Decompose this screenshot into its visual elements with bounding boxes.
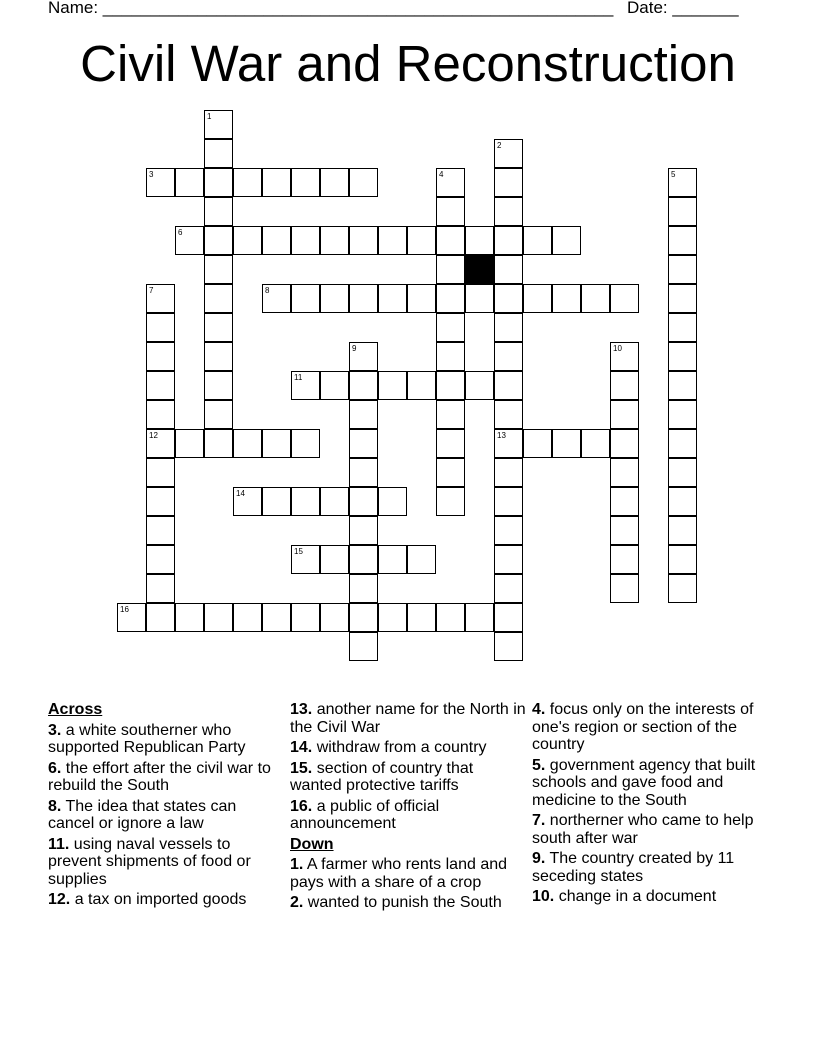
clue-column-3 [532,701,772,909]
grid-cell[interactable] [494,487,523,516]
clue-item [290,760,526,795]
grid-cell[interactable] [117,603,146,632]
clue-item [290,798,526,833]
grid-cell[interactable] [262,487,291,516]
clue-text: section of country that wanted protective tariffs [290,759,474,794]
grid-cell[interactable] [610,284,639,313]
grid-cell[interactable] [349,371,378,400]
grid-cell[interactable] [378,284,407,313]
grid-cell[interactable] [436,400,465,429]
grid-cell[interactable] [494,139,523,168]
grid-cell[interactable] [378,487,407,516]
grid-cell[interactable] [320,545,349,574]
grid-cell[interactable] [668,458,697,487]
grid-cell[interactable] [146,429,175,458]
grid-cell[interactable] [262,226,291,255]
grid-cell[interactable] [494,313,523,342]
grid-cell[interactable] [494,168,523,197]
grid-cell[interactable] [407,284,436,313]
grid-cell[interactable] [320,603,349,632]
clue-number-label: 2. [290,894,304,911]
clue-text: withdraw from a country [312,739,487,756]
grid-cell[interactable] [146,516,175,545]
grid-cell[interactable] [146,371,175,400]
grid-cell[interactable] [610,371,639,400]
grid-cell[interactable] [146,487,175,516]
grid-cell[interactable] [610,342,639,371]
clue-number-label: 15. [290,759,313,777]
grid-cell[interactable] [204,342,233,371]
clue-number: 9 [352,344,357,353]
clue-number-label: 12. [48,891,71,908]
grid-cell[interactable] [204,168,233,197]
grid-cell[interactable] [146,574,175,603]
grid-cell[interactable] [407,545,436,574]
grid-cell[interactable] [494,255,523,284]
clue-item [48,891,284,909]
clue-text: The idea that states can cancel or ignore a law [48,797,237,832]
grid-cell[interactable] [407,371,436,400]
down-heading: Down [290,835,334,853]
grid-cell[interactable] [204,313,233,342]
grid-cell[interactable] [204,110,233,139]
clue-number: 8 [265,286,270,295]
grid-cell[interactable] [378,545,407,574]
grid-cell[interactable] [146,545,175,574]
grid-cell[interactable] [668,371,697,400]
grid-cell[interactable] [320,487,349,516]
clue-number-label: 14. [290,739,313,756]
grid-cell[interactable] [291,226,320,255]
grid-cell[interactable] [610,574,639,603]
clue-column-1 [48,701,284,912]
grid-cell[interactable] [146,603,175,632]
grid-cell[interactable] [175,603,204,632]
clue-text: government agency that built schools and gave food and medicine to the South [532,756,756,809]
grid-cell[interactable] [668,400,697,429]
grid-cell[interactable] [407,603,436,632]
grid-cell[interactable] [349,284,378,313]
grid-cell[interactable] [233,168,262,197]
grid-cell[interactable] [204,371,233,400]
grid-cell[interactable] [436,168,465,197]
clue-number-label: 6. [48,759,62,777]
grid-cell[interactable] [494,429,523,458]
grid-cell[interactable] [436,313,465,342]
clue-number-label: 5. [532,756,546,774]
grid-cell[interactable] [320,168,349,197]
clue-item [290,856,526,891]
clue-text: using naval vessels to prevent shipments of food or supplies [48,835,251,888]
grid-cell[interactable] [146,458,175,487]
clue-number: 6 [178,228,183,237]
clue-text: northerner who came to help south after war [532,812,754,847]
across-heading: Across [48,701,103,718]
grid-cell[interactable] [146,342,175,371]
clue-number-label: 9. [532,850,546,867]
grid-cell[interactable] [668,487,697,516]
grid-cell[interactable] [262,168,291,197]
grid-cell[interactable] [436,458,465,487]
clue-text: a tax on imported goods [70,891,247,908]
grid-cell[interactable] [668,429,697,458]
grid-cell[interactable] [523,284,552,313]
grid-cell[interactable] [494,574,523,603]
clue-number-label: 7. [532,812,546,829]
clue-number: 5 [671,170,676,179]
page-title: Civil War and Reconstruction [80,35,736,92]
grid-cell[interactable] [610,545,639,574]
grid-cell[interactable] [494,545,523,574]
grid-cell[interactable] [349,168,378,197]
clue-number-label: 11. [48,835,70,853]
grid-cell[interactable] [262,603,291,632]
grid-cell[interactable] [552,226,581,255]
grid-cell[interactable] [668,545,697,574]
grid-cell[interactable] [407,226,436,255]
grid-cell[interactable] [233,487,262,516]
clue-number: 1 [207,112,212,121]
clue-item [532,812,772,847]
grid-cell[interactable] [494,603,523,632]
clue-item [532,757,772,810]
clue-column-2 [290,701,526,915]
grid-cell[interactable] [494,342,523,371]
clue-number: 14 [236,489,245,498]
grid-cell[interactable] [146,284,175,313]
grid-cell[interactable] [349,632,378,661]
clue-item [48,836,284,889]
grid-cell[interactable] [291,429,320,458]
grid-cell[interactable] [668,168,697,197]
clue-number: 3 [149,170,154,179]
grid-cell[interactable] [262,284,291,313]
clue-item [290,701,526,736]
grid-cell[interactable] [523,429,552,458]
grid-cell[interactable] [610,400,639,429]
grid-cell[interactable] [262,429,291,458]
grid-cell[interactable] [436,255,465,284]
grid-cell[interactable] [175,168,204,197]
grid-cell[interactable] [204,400,233,429]
name-field[interactable]: Name: ______________________________________________________ [48,0,614,17]
grid-cell[interactable] [610,516,639,545]
grid-cell[interactable] [610,429,639,458]
grid-cell[interactable] [320,371,349,400]
grid-cell[interactable] [610,487,639,516]
clue-number: 16 [120,605,129,614]
grid-cell[interactable] [436,197,465,226]
grid-cell[interactable] [146,400,175,429]
grid-cell[interactable] [668,313,697,342]
grid-cell[interactable] [291,603,320,632]
date-field[interactable]: Date: _______ [627,0,739,17]
grid-cell[interactable] [233,603,262,632]
clue-number: 4 [439,170,444,179]
clue-item [290,739,526,757]
grid-cell[interactable] [204,197,233,226]
grid-cell[interactable] [233,226,262,255]
grid-cell[interactable] [494,284,523,313]
clue-text: the effort after the civil war to rebuild the South [48,759,271,794]
grid-cell[interactable] [494,400,523,429]
clue-number: 11 [294,373,303,382]
grid-cell[interactable] [494,458,523,487]
grid-cell[interactable] [146,313,175,342]
grid-cell[interactable] [668,226,697,255]
clue-number: 15 [294,547,303,556]
grid-cell[interactable] [436,342,465,371]
grid-cell[interactable] [349,545,378,574]
grid-cell[interactable] [349,574,378,603]
clue-item [290,894,526,912]
grid-cell[interactable] [320,226,349,255]
clue-number-label: 10. [532,888,555,905]
grid-cell[interactable] [204,226,233,255]
grid-cell[interactable] [204,284,233,313]
grid-cell[interactable] [610,458,639,487]
clue-text: a white southerner who supported Republican Party [48,721,246,756]
clue-number-label: 8. [48,797,62,815]
grid-cell[interactable] [436,371,465,400]
grid-cell[interactable] [175,429,204,458]
clue-number: 2 [497,141,502,150]
grid-cell[interactable] [291,371,320,400]
grid-cell[interactable] [349,516,378,545]
grid-cell[interactable] [668,197,697,226]
grid-cell[interactable] [233,429,262,458]
grid-cell[interactable] [291,487,320,516]
clue-text: The country created by 11 seceding states [532,850,735,885]
clue-number: 13 [497,431,506,440]
black-cell [465,255,494,284]
clue-text: a public of official announcement [290,797,440,832]
grid-cell[interactable] [494,226,523,255]
grid-cell[interactable] [146,168,175,197]
grid-cell[interactable] [436,487,465,516]
grid-cell[interactable] [581,284,610,313]
clue-item [532,888,772,906]
clue-text: another name for the North in the Civil War [290,701,526,736]
grid-cell[interactable] [465,226,494,255]
clue-text: A farmer who rents land and pays with a share of a crop [290,856,508,891]
grid-cell[interactable] [494,371,523,400]
grid-cell[interactable] [349,603,378,632]
grid-cell[interactable] [436,603,465,632]
clue-item [532,850,772,885]
grid-cell[interactable] [436,284,465,313]
clue-item [48,760,284,795]
grid-cell[interactable] [668,284,697,313]
grid-cell[interactable] [668,255,697,284]
clue-item [48,722,284,757]
grid-cell[interactable] [204,429,233,458]
clue-number: 12 [149,431,158,440]
clue-text: wanted to punish the South [303,894,502,911]
grid-cell[interactable] [465,284,494,313]
grid-cell[interactable] [552,429,581,458]
grid-cell[interactable] [291,284,320,313]
grid-cell[interactable] [436,226,465,255]
grid-cell[interactable] [349,342,378,371]
grid-cell[interactable] [378,226,407,255]
grid-cell[interactable] [552,284,581,313]
grid-cell[interactable] [494,516,523,545]
grid-cell[interactable] [349,400,378,429]
grid-cell[interactable] [378,603,407,632]
grid-cell[interactable] [291,168,320,197]
grid-cell[interactable] [668,342,697,371]
grid-cell[interactable] [204,255,233,284]
clue-number-label: 1. [290,856,304,873]
clue-number: 7 [149,286,154,295]
grid-cell[interactable] [349,458,378,487]
clue-item [48,798,284,833]
clue-number-label: 13. [290,701,313,718]
grid-cell[interactable] [175,226,204,255]
grid-cell[interactable] [668,516,697,545]
grid-cell[interactable] [204,139,233,168]
grid-cell[interactable] [378,371,407,400]
grid-cell[interactable] [320,284,349,313]
grid-cell[interactable] [494,197,523,226]
clue-number: 10 [613,344,622,353]
clue-number-label: 3. [48,721,62,739]
grid-cell[interactable] [349,487,378,516]
grid-cell[interactable] [204,603,233,632]
grid-cell[interactable] [349,429,378,458]
grid-cell[interactable] [581,429,610,458]
clue-text: focus only on the interests of one's region or section of the country [532,701,754,753]
clue-number-label: 16. [290,797,313,815]
clue-item [532,701,772,754]
grid-cell[interactable] [436,429,465,458]
grid-cell[interactable] [494,632,523,661]
clue-text: change in a document [554,888,717,905]
grid-cell[interactable] [291,545,320,574]
clue-number-label: 4. [532,701,546,718]
grid-cell[interactable] [465,603,494,632]
grid-cell[interactable] [523,226,552,255]
grid-cell[interactable] [465,371,494,400]
grid-cell[interactable] [349,226,378,255]
grid-cell[interactable] [668,574,697,603]
